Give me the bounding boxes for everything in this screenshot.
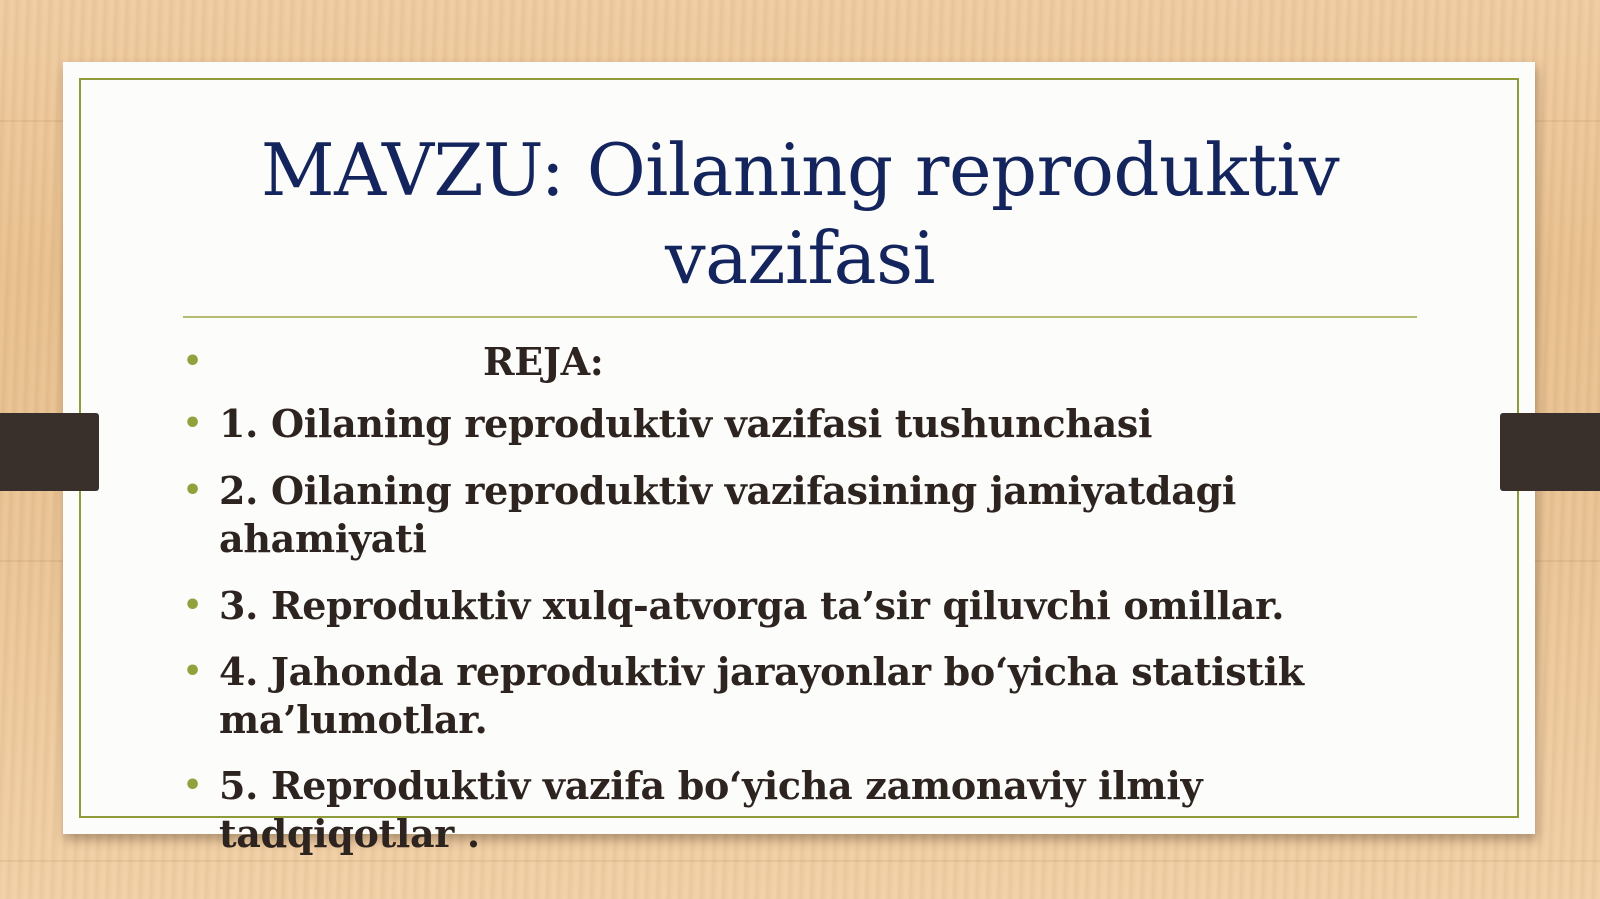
- right-tab: [1500, 413, 1600, 491]
- plan-item-text: 5. Reproduktiv vazifa bo‘yicha zamonaviy ilmiy tadqiqotlar .: [219, 763, 1203, 856]
- wood-grain: [0, 860, 1600, 862]
- bullet-icon: •: [183, 768, 202, 803]
- plan-item: [183, 467, 1423, 582]
- left-tab: [0, 413, 99, 491]
- bullet-icon: •: [183, 344, 202, 379]
- plan-list: [183, 338, 1423, 858]
- plan-item-text: 2. Oilaning reproduktiv vazifasining jamiyatdagi ahamiyati: [219, 468, 1237, 561]
- title-divider: [183, 316, 1417, 318]
- plan-item-text: 1. Oilaning reproduktiv vazifasi tushunchasi: [219, 401, 1153, 446]
- bullet-icon: •: [183, 473, 202, 508]
- slide-title: MAVZU: Oilaning reproduktiv vazifasi: [260, 128, 1340, 300]
- plan-heading-item: [183, 338, 1423, 400]
- plan-item: [183, 582, 1423, 648]
- plan-item: [183, 762, 1423, 858]
- plan-item: [183, 400, 1423, 467]
- bullet-icon: •: [183, 654, 202, 689]
- plan-item-text: 3. Reproduktiv xulq-atvorga ta’sir qiluvchi omillar.: [219, 583, 1285, 628]
- bullet-icon: •: [183, 406, 202, 441]
- bullet-icon: •: [183, 588, 202, 623]
- plan-item-text: 4. Jahonda reproduktiv jarayonlar bo‘yicha statistik ma’lumotlar.: [219, 649, 1304, 742]
- plan-heading: REJA:: [483, 339, 604, 384]
- plan-item: [183, 648, 1423, 762]
